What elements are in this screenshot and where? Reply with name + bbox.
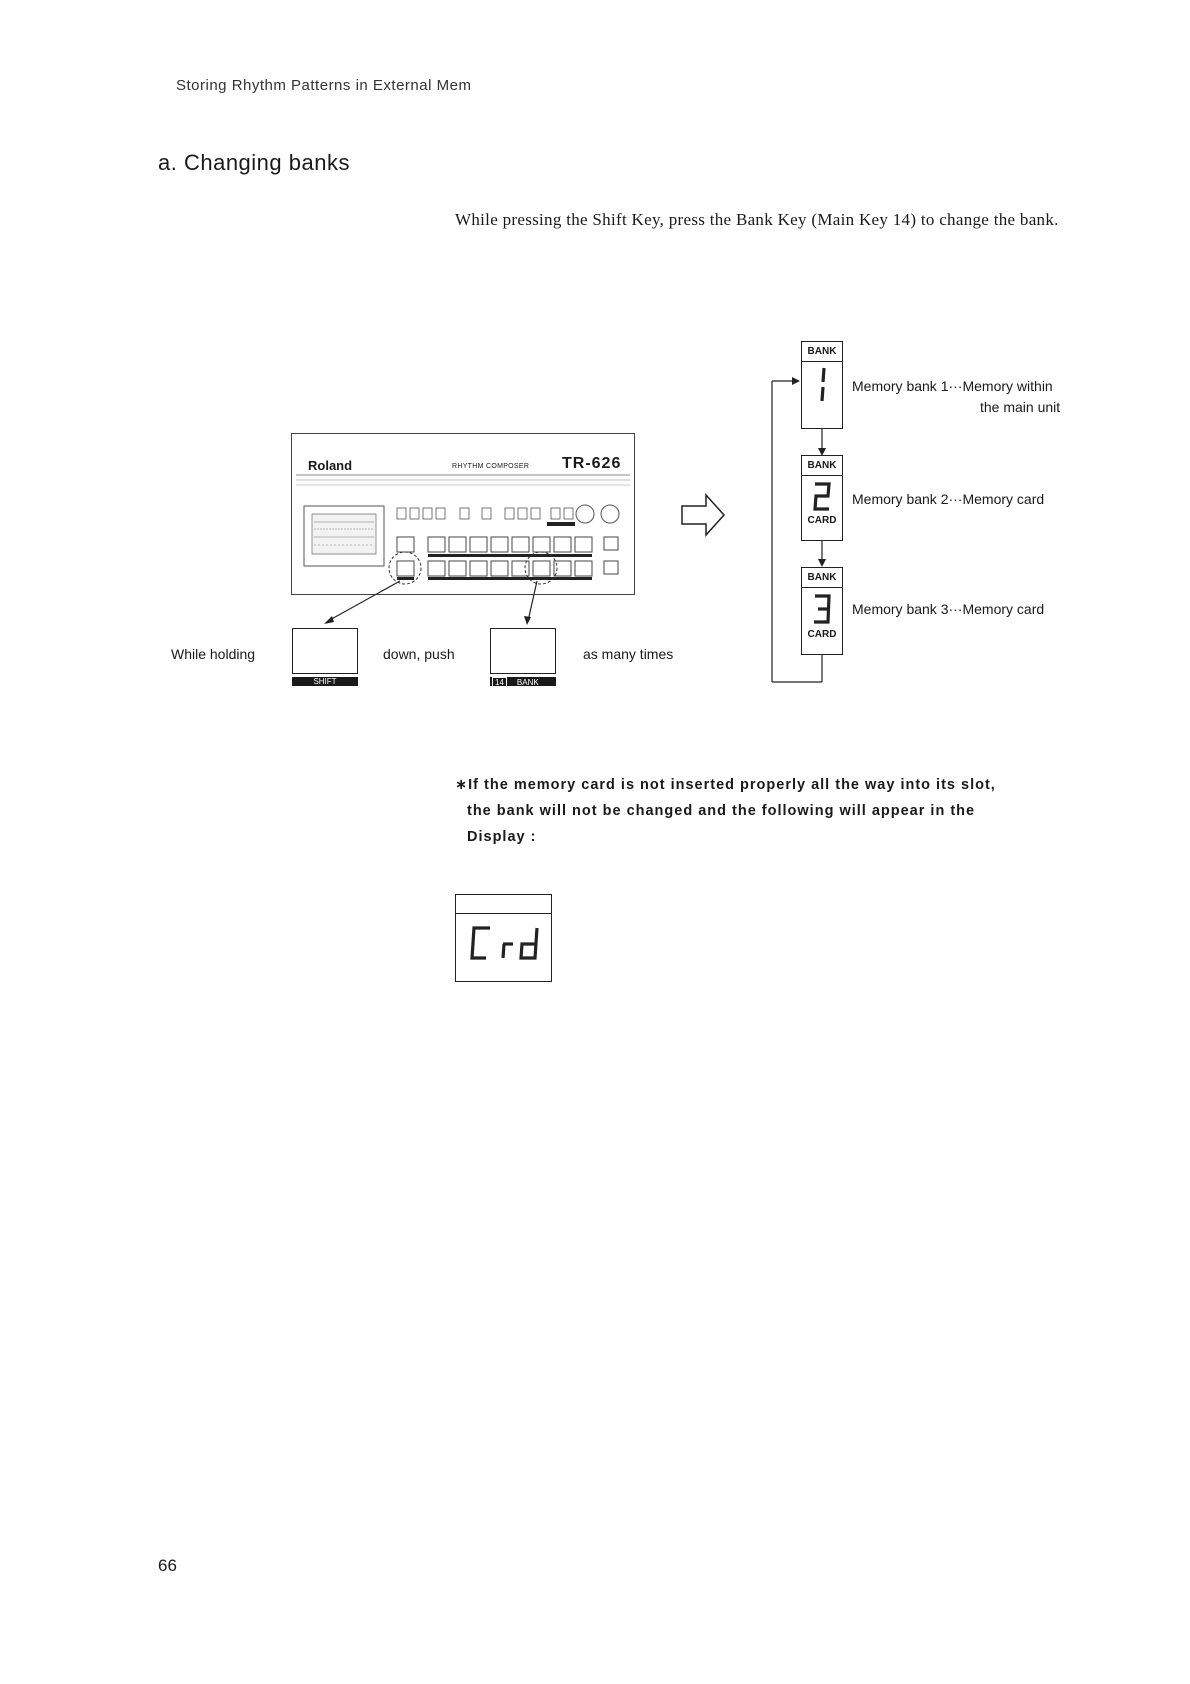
device-model: TR-626 [562,455,622,472]
bank-3-display [801,567,843,655]
intro-paragraph: While pressing the Shift Key, press the Bank Key (Main Key 14) to change the bank. [455,210,1059,229]
memory-card-note [455,772,1077,850]
bank-3-card-label: CARD [807,629,837,640]
bank-1-display [801,341,843,429]
bank-3-digit [802,588,842,630]
bank-1-digit [802,362,842,406]
bank-3-tag: BANK [802,568,842,588]
bank-1-digit-value [802,342,803,343]
device-subtitle: RHYTHM COMPOSER [452,463,530,470]
note-line-3: Display : [467,829,537,845]
error-display-segments [456,914,551,980]
down-push-label: down, push [383,646,455,662]
as-many-times-label: as many times [583,646,674,662]
bank-3-desc: Memory bank 3···Memory card [852,601,1045,617]
error-display [455,894,552,982]
bank-key-number: 14 [492,677,507,688]
bank-2-tag: BANK [802,456,842,476]
bank-1-tag: BANK [802,342,842,362]
error-display-top-bar [456,895,551,914]
section-title: a. Changing banks [158,150,350,175]
note-line-2: the bank will not be changed and the following will appear in the [467,803,976,819]
shift-key-label: SHIFT [292,677,358,686]
while-holding-label: While holding [171,646,256,662]
bank-1-desc-line2: the main unit [980,399,1061,415]
bank-2-display [801,455,843,541]
page-number: 66 [158,1556,177,1575]
error-display-text [456,895,457,896]
device-brand: Roland [308,458,353,473]
note-line-1: ∗If the memory card is not inserted properly all the way into its slot, [455,777,996,793]
running-header: Storing Rhythm Patterns in External Mem [176,77,472,94]
bank-key-label: BANK [516,678,539,687]
bank-2-card-label: CARD [807,515,837,526]
bank-2-digit [802,476,842,516]
bank-1-desc: Memory bank 1···Memory within [852,378,1053,394]
bank-2-desc: Memory bank 2···Memory card [852,491,1045,507]
